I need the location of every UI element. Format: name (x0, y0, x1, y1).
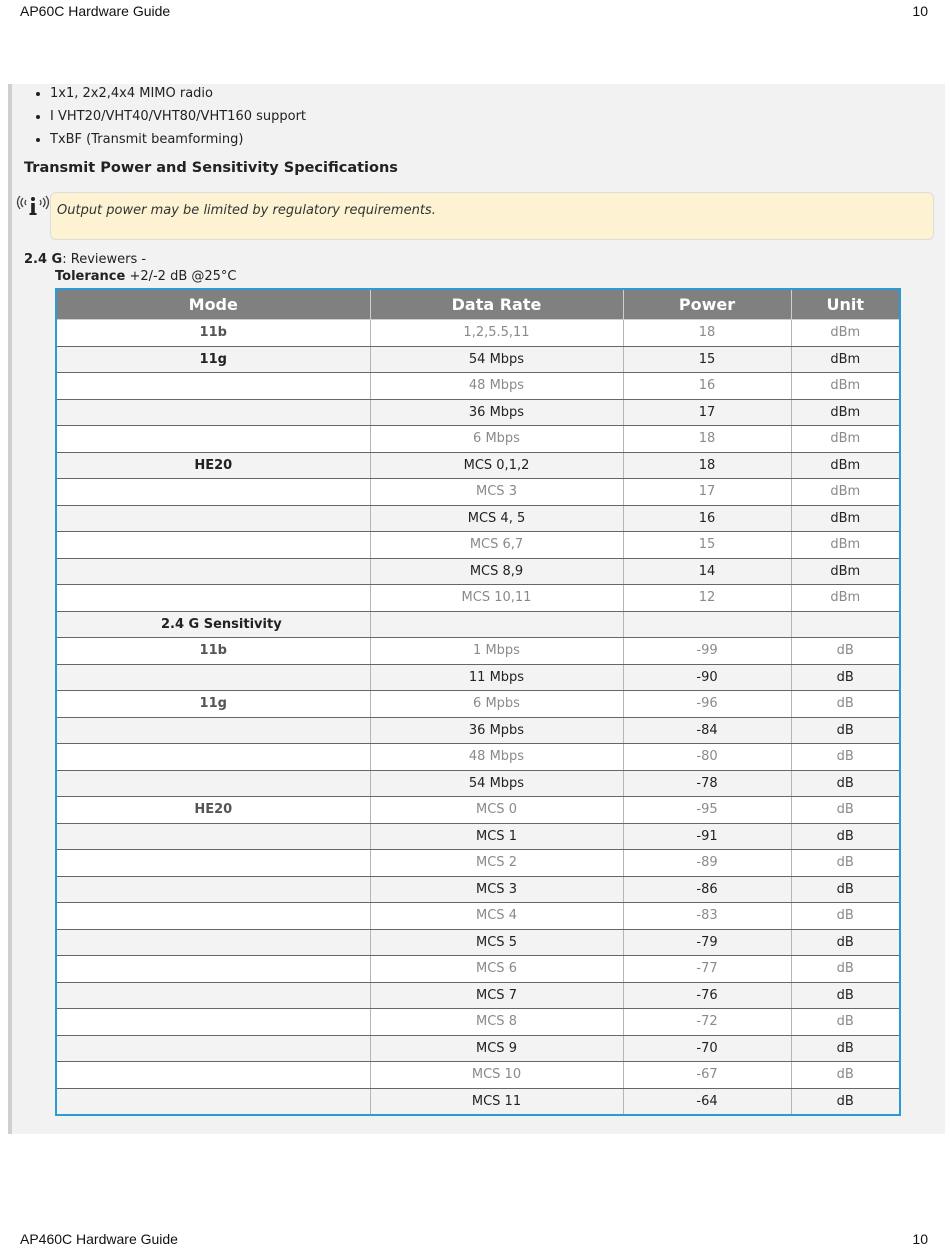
content-panel (8, 84, 945, 1134)
unit-cell: dB (791, 691, 900, 718)
power-cell: -72 (623, 1009, 791, 1036)
mode-cell (56, 929, 370, 956)
footer-page-number: 10 (912, 1231, 928, 1247)
table-row (56, 585, 900, 612)
feature-list (36, 84, 306, 153)
rate-cell: MCS 0,1,2 (370, 452, 623, 479)
mode-cell (56, 823, 370, 850)
unit-cell: dB (791, 664, 900, 691)
rate-cell: 11 Mbps (370, 664, 623, 691)
power-cell: 12 (623, 585, 791, 612)
unit-cell: dBm (791, 426, 900, 453)
unit-cell: dB (791, 982, 900, 1009)
mode-cell (56, 426, 370, 453)
footer-title: AP460C Hardware Guide (20, 1231, 178, 1247)
rate-cell: MCS 8 (370, 1009, 623, 1036)
power-cell: -99 (623, 638, 791, 665)
list-item: TxBF (Transmit beamforming) (36, 130, 306, 153)
rate-cell: MCS 5 (370, 929, 623, 956)
table-row (56, 532, 900, 559)
mode-cell (56, 850, 370, 877)
band-label: 2.4 G (24, 252, 63, 267)
power-cell: -78 (623, 770, 791, 797)
page-header (20, 3, 928, 23)
table-row (56, 744, 900, 771)
power-cell: 16 (623, 373, 791, 400)
rate-cell: MCS 3 (370, 876, 623, 903)
power-cell: -67 (623, 1062, 791, 1089)
unit-cell: dB (791, 876, 900, 903)
mode-cell (56, 1009, 370, 1036)
unit-cell: dBm (791, 532, 900, 559)
rate-cell: 36 Mbps (370, 399, 623, 426)
table-row (56, 717, 900, 744)
power-cell: -86 (623, 876, 791, 903)
table-row (56, 850, 900, 877)
unit-cell: dB (791, 1009, 900, 1036)
power-cell: -89 (623, 850, 791, 877)
unit-cell: dB (791, 1035, 900, 1062)
mode-cell: 11g (56, 346, 370, 373)
power-cell: -83 (623, 903, 791, 930)
power-cell: -80 (623, 744, 791, 771)
unit-cell: dBm (791, 452, 900, 479)
rate-cell: MCS 4, 5 (370, 505, 623, 532)
mode-cell (56, 505, 370, 532)
unit-cell: dBm (791, 399, 900, 426)
column-header-mode: Mode (56, 289, 370, 320)
rate-cell: MCS 4 (370, 903, 623, 930)
unit-cell: dBm (791, 346, 900, 373)
page-footer (20, 1231, 928, 1251)
power-cell: -84 (623, 717, 791, 744)
column-header-unit: Unit (791, 289, 900, 320)
power-cell: 14 (623, 558, 791, 585)
wireless-info-icon (14, 192, 52, 218)
mode-cell (56, 903, 370, 930)
unit-cell (791, 611, 900, 638)
unit-cell: dB (791, 903, 900, 930)
table-row (56, 426, 900, 453)
unit-cell: dB (791, 1088, 900, 1115)
unit-cell: dBm (791, 585, 900, 612)
unit-cell: dBm (791, 373, 900, 400)
mode-cell (56, 717, 370, 744)
rate-cell (370, 611, 623, 638)
rate-cell: 48 Mbps (370, 373, 623, 400)
mode-cell (56, 744, 370, 771)
tolerance-label: Tolerance (55, 269, 126, 284)
power-cell: 18 (623, 452, 791, 479)
table-row (56, 373, 900, 400)
mode-cell (56, 532, 370, 559)
rate-cell: 6 Mpbs (370, 691, 623, 718)
table-row (56, 346, 900, 373)
power-cell: 17 (623, 399, 791, 426)
rate-cell: 54 Mbps (370, 346, 623, 373)
mode-cell (56, 770, 370, 797)
rate-cell: MCS 7 (370, 982, 623, 1009)
unit-cell: dB (791, 797, 900, 824)
rate-cell: MCS 9 (370, 1035, 623, 1062)
mode-cell (56, 876, 370, 903)
power-cell: -96 (623, 691, 791, 718)
unit-cell: dBm (791, 558, 900, 585)
power-cell: 16 (623, 505, 791, 532)
column-header-data-rate: Data Rate (370, 289, 623, 320)
power-cell: -95 (623, 797, 791, 824)
rate-cell: 1 Mbps (370, 638, 623, 665)
note-callout (50, 192, 934, 240)
tolerance-line (55, 269, 237, 284)
mode-cell: HE20 (56, 797, 370, 824)
rate-cell: MCS 6,7 (370, 532, 623, 559)
rate-cell: MCS 8,9 (370, 558, 623, 585)
list-item: 1x1, 2x2,4x4 MIMO radio (36, 84, 306, 107)
power-cell: -90 (623, 664, 791, 691)
tolerance-value: +2/-2 dB @25°C (125, 269, 237, 284)
header-page-number: 10 (912, 3, 928, 19)
table-row (56, 1035, 900, 1062)
mode-cell (56, 558, 370, 585)
mode-cell (56, 373, 370, 400)
table-row (56, 797, 900, 824)
list-item: I VHT20/VHT40/VHT80/VHT160 support (36, 107, 306, 130)
table-row (56, 956, 900, 983)
table-body (56, 320, 900, 1116)
mode-cell (56, 1035, 370, 1062)
rate-cell: MCS 3 (370, 479, 623, 506)
reviewers-text: : Reviewers - (62, 252, 147, 267)
power-cell: -77 (623, 956, 791, 983)
rate-cell: MCS 2 (370, 850, 623, 877)
mode-cell (56, 956, 370, 983)
power-cell: -79 (623, 929, 791, 956)
power-cell: -91 (623, 823, 791, 850)
power-cell: 18 (623, 426, 791, 453)
power-cell: 15 (623, 532, 791, 559)
power-cell: 18 (623, 320, 791, 347)
table-row (56, 876, 900, 903)
unit-cell: dBm (791, 320, 900, 347)
table-row (56, 320, 900, 347)
table-row (56, 1062, 900, 1089)
table-row (56, 399, 900, 426)
mode-cell: 11b (56, 320, 370, 347)
power-cell: -64 (623, 1088, 791, 1115)
table-row (56, 1009, 900, 1036)
table-row (56, 903, 900, 930)
mode-cell: 11b (56, 638, 370, 665)
header-title: AP60C Hardware Guide (20, 3, 171, 19)
table-row (56, 823, 900, 850)
unit-cell: dB (791, 744, 900, 771)
rate-cell: 48 Mbps (370, 744, 623, 771)
rate-cell: MCS 10,11 (370, 585, 623, 612)
mode-cell (56, 664, 370, 691)
mode-cell: 2.4 G Sensitivity (56, 611, 370, 638)
table-row (56, 505, 900, 532)
power-cell (623, 611, 791, 638)
power-cell: 15 (623, 346, 791, 373)
transmit-power-table (55, 288, 901, 1116)
unit-cell: dBm (791, 479, 900, 506)
rate-cell: MCS 11 (370, 1088, 623, 1115)
unit-cell: dB (791, 929, 900, 956)
mode-cell: HE20 (56, 452, 370, 479)
rate-cell: 54 Mbps (370, 770, 623, 797)
rate-cell: 6 Mbps (370, 426, 623, 453)
mode-cell (56, 1062, 370, 1089)
mode-cell (56, 1088, 370, 1115)
power-cell: 17 (623, 479, 791, 506)
unit-cell: dBm (791, 505, 900, 532)
table-row (56, 558, 900, 585)
column-header-power: Power (623, 289, 791, 320)
power-cell: -70 (623, 1035, 791, 1062)
table-section-row (56, 611, 900, 638)
rate-cell: 36 Mpbs (370, 717, 623, 744)
table-row (56, 770, 900, 797)
rate-cell: 1,2,5.5,11 (370, 320, 623, 347)
unit-cell: dB (791, 770, 900, 797)
unit-cell: dB (791, 717, 900, 744)
unit-cell: dB (791, 823, 900, 850)
table-row (56, 691, 900, 718)
unit-cell: dB (791, 1062, 900, 1089)
rate-cell: MCS 1 (370, 823, 623, 850)
table-row (56, 1088, 900, 1115)
table-header-row (56, 289, 900, 320)
reviewers-line (24, 252, 146, 267)
mode-cell (56, 982, 370, 1009)
note-text: Output power may be limited by regulatory requirements. (57, 203, 436, 218)
mode-cell (56, 479, 370, 506)
table-row (56, 638, 900, 665)
mode-cell (56, 585, 370, 612)
unit-cell: dB (791, 850, 900, 877)
power-cell: -76 (623, 982, 791, 1009)
rate-cell: MCS 6 (370, 956, 623, 983)
mode-cell: 11g (56, 691, 370, 718)
table-row (56, 929, 900, 956)
table-row (56, 982, 900, 1009)
rate-cell: MCS 10 (370, 1062, 623, 1089)
mode-cell (56, 399, 370, 426)
unit-cell: dB (791, 956, 900, 983)
table-row (56, 664, 900, 691)
table-row (56, 479, 900, 506)
unit-cell: dB (791, 638, 900, 665)
section-heading: Transmit Power and Sensitivity Specifications (24, 160, 398, 176)
rate-cell: MCS 0 (370, 797, 623, 824)
table-row (56, 452, 900, 479)
